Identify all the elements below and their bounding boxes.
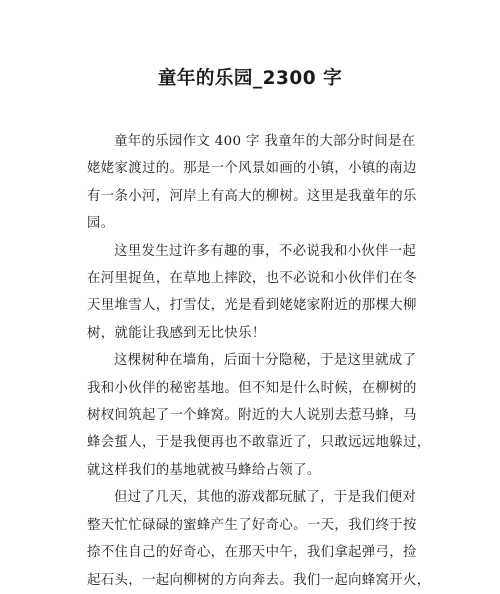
text-line: 就这样我们的基地就被马蜂给占领了。 [87,462,321,478]
document-body [87,128,431,594]
text-line: 天里堆雪人，打雪仗，光是看到姥姥家附近的那棵大柳 [87,298,417,314]
text-line: 整天忙忙碌碌的蜜蜂产生了好奇心。一天，我们终于按 [87,517,417,533]
text-line: 这里发生过许多有趣的事，不必说我和小伙伴一起 [114,243,417,259]
paragraph-3 [87,347,431,484]
text-line: 树，就能让我感到无比快乐！ [87,325,266,341]
text-line: 起石头，一起向柳树的方向奔去。我们一起向蜂窝开火， [87,572,431,588]
text-line: 有一条小河，河岸上有高大的柳树。这里是我童年的乐 [87,188,417,204]
paragraph-4 [87,484,431,594]
text-line: 姥姥家渡过的。那是一个风景如画的小镇，小镇的南边 [87,161,417,177]
document-title: 童年的乐园_2300 字 [157,68,343,89]
text-line: 园。 [87,216,115,232]
text-line: 童年的乐园作文 400 字 我童年的大部分时间是在 [114,134,416,149]
text-line: 这棵树种在墙角，后面十分隐秘，于是这里就成了 [114,353,417,369]
paragraph-1 [87,128,417,238]
text-line: 在河里捉鱼，在草地上摔跤，也不必说和小伙伴们在冬 [87,271,417,287]
text-line: 我和小伙伴的秘密基地。但不知是什么时候，在柳树的 [87,380,417,396]
text-line: 但过了几天，其他的游戏都玩腻了，于是我们便对 [114,490,417,506]
text-line: 捺不住自己的好奇心，在那天中午，我们拿起弹弓，捡 [87,545,417,561]
text-line: 蜂会蜇人，于是我便再也不敢靠近了，只敢远远地躲过， [87,435,431,451]
text-line: 树杈间筑起了一个蜂窝。附近的大人说别去惹马蜂，马 [87,408,417,424]
paragraph-2 [87,238,417,348]
